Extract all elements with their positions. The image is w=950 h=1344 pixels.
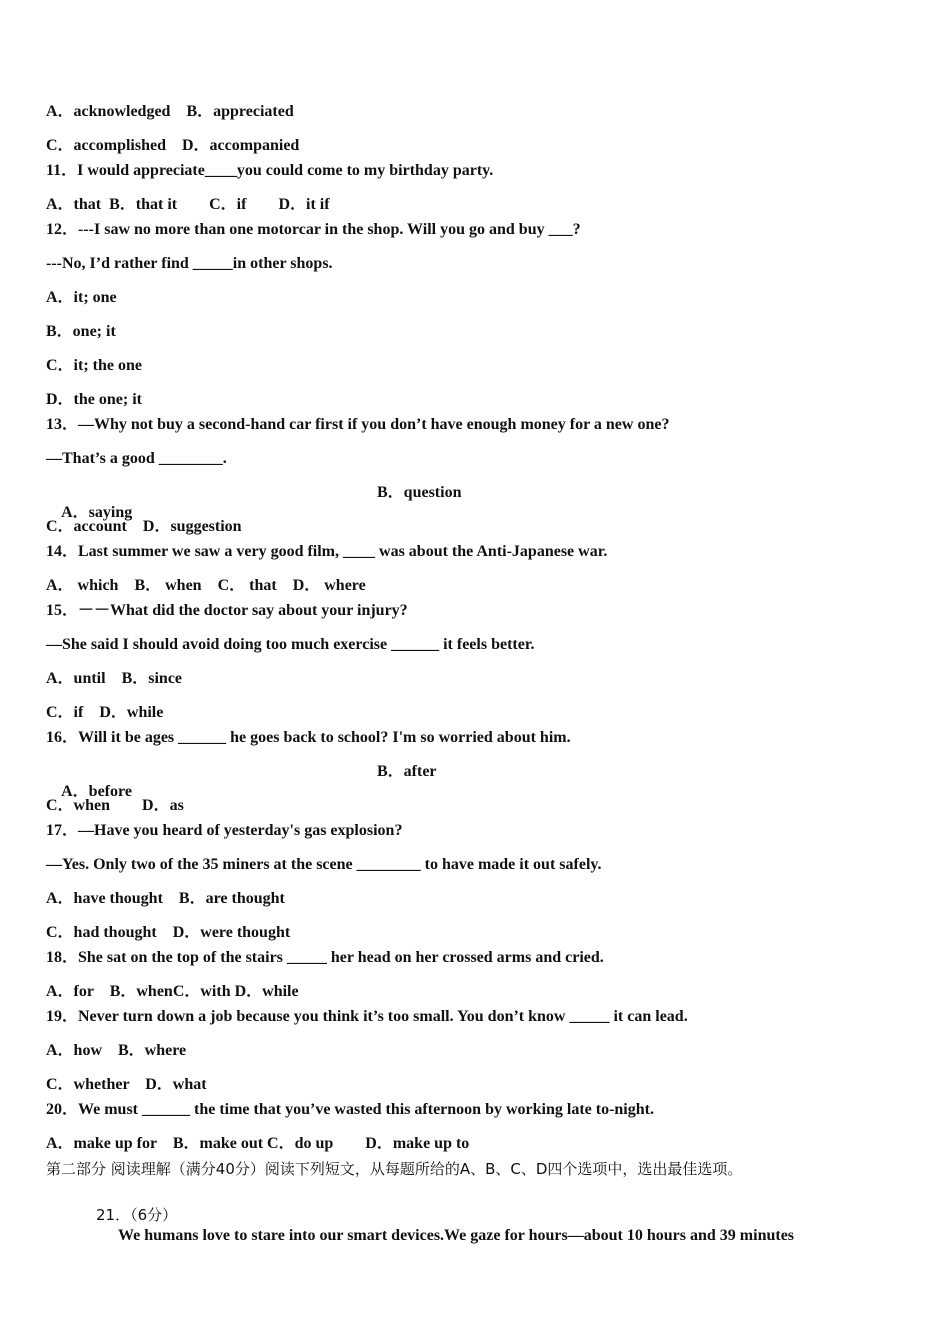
question-17: 17．—Have you heard of yesterday's gas explosion?: [46, 822, 403, 839]
question-20: 20．We must ______ the time that you’ve wasted this afternoon by working late to-night.: [46, 1101, 654, 1118]
question-12: 12．---I saw no more than one motorcar in the shop. Will you go and buy ___?: [46, 221, 581, 238]
option-line: [46, 483, 133, 521]
question-14: 14．Last summer we saw a very good film, ____ was about the Anti-Japanese war.: [46, 543, 608, 560]
option-line: A．it; one: [46, 289, 117, 306]
option-line: A．make up for B．make out C．do up D．make up to: [46, 1135, 470, 1152]
section-heading: 第二部分 阅读理解（满分40分）阅读下列短文，从每题所给的A、B、C、D四个选项中，选出最佳选项。: [46, 1160, 743, 1178]
option-line: C．accomplished D．accompanied: [46, 137, 300, 154]
option-line: A．until B．since: [46, 670, 183, 687]
question-19: 19．Never turn down a job because you think it’s too small. You don’t know _____ it can lead.: [46, 1008, 688, 1025]
question-16: 16．Will it be ages ______ he goes back to school? I'm so worried about him.: [46, 729, 571, 746]
option-b: B．question: [377, 484, 462, 501]
option-line: B．one; it: [46, 323, 116, 340]
option-line: C．had thought D．were thought: [46, 924, 291, 941]
option-line: C．when D．as: [46, 797, 184, 814]
option-line: C．whether D．what: [46, 1076, 207, 1093]
option-line: A．acknowledged B．appreciated: [46, 103, 294, 120]
option-line: C．if D．while: [46, 704, 164, 721]
dialogue-line: ---No, I’d rather find _____in other shops.: [46, 255, 333, 272]
question-15: 15．－－What did the doctor say about your injury?: [46, 602, 408, 619]
question-11: 11．I would appreciate____you could come to my birthday party.: [46, 162, 494, 179]
question-number: 21．（6分）: [96, 1206, 178, 1224]
option-line: A．for B．whenC．with D．while: [46, 983, 299, 1000]
option-line: A．have thought B．are thought: [46, 890, 285, 907]
dialogue-line: —She said I should avoid doing too much exercise ______ it feels better.: [46, 636, 535, 653]
question-13: 13．—Why not buy a second-hand car first if you don’t have enough money for a new one?: [46, 416, 670, 433]
question-18: 18．She sat on the top of the stairs _____ her head on her crossed arms and cried.: [46, 949, 604, 966]
option-b: B．after: [377, 763, 437, 780]
option-line: C．account D．suggestion: [46, 518, 242, 535]
option-line: C．it; the one: [46, 357, 142, 374]
option-line: D．the one; it: [46, 391, 142, 408]
passage-text: We humans love to stare into our smart devices.We gaze for hours—about 10 hours and 39 minutes: [118, 1227, 795, 1244]
dialogue-line: —That’s a good ________.: [46, 450, 227, 467]
option-a: A．saying: [61, 504, 133, 521]
option-line: A．that B．that it C．if D．it if: [46, 196, 330, 213]
dialogue-line: —Yes. Only two of the 35 miners at the scene ________ to have made it out safely.: [46, 856, 602, 873]
question-21: [80, 1185, 795, 1244]
option-line: [46, 762, 132, 800]
option-line: A． which B． when C． that D． where: [46, 577, 366, 594]
option-a: A．before: [61, 783, 132, 800]
option-line: A．how B．where: [46, 1042, 187, 1059]
